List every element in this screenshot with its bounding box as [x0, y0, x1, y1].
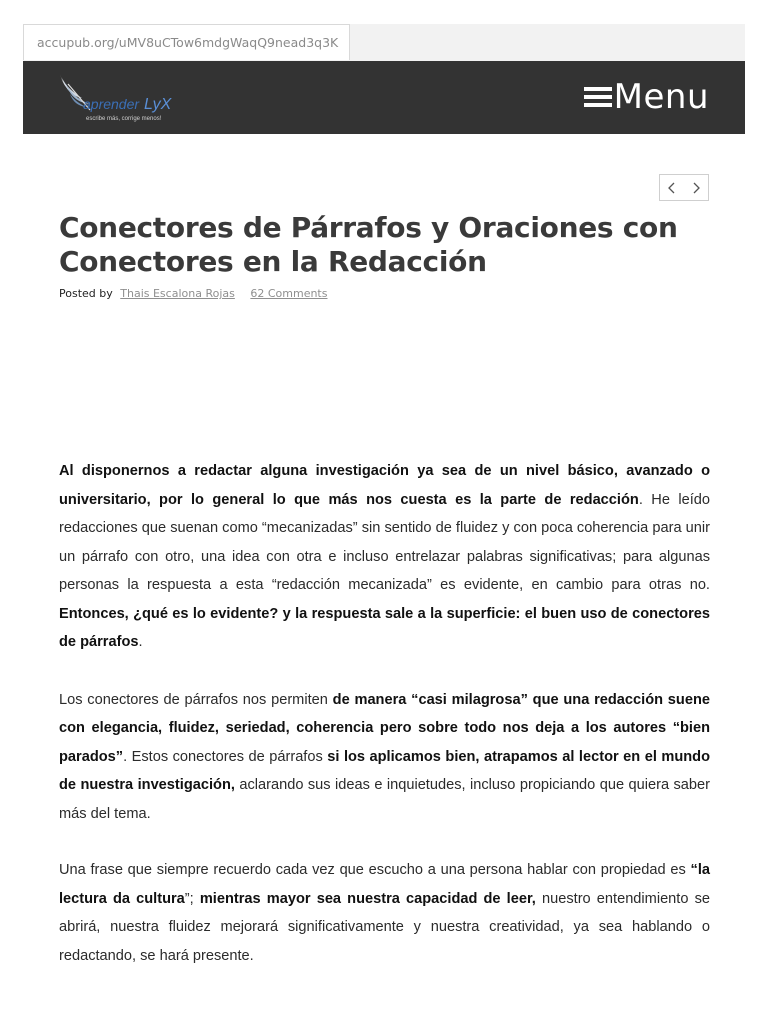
text-run: nuestro entendimiento se abrirá, nuestra fluidez mejorará significativamente y nuestra creatividad, ya sea hablando o redactando, se hará presente. — [59, 890, 711, 964]
posted-by-label: Posted by — [59, 287, 113, 300]
bold-text: Al disponernos a redactar alguna investigación ya sea de un nivel básico, avanzado o universitario, por lo general lo que más nos cuesta es la parte de redacción — [59, 463, 710, 508]
post-navigation — [659, 174, 709, 201]
bold-text: “la lectura da cultura — [59, 862, 710, 907]
chevron-left-icon — [667, 182, 677, 194]
chevron-right-icon — [691, 182, 701, 194]
body-paragraph — [59, 686, 710, 829]
next-post-button[interactable] — [684, 175, 708, 200]
menu-label: Menu — [613, 77, 709, 117]
author-link[interactable]: Thais Escalona Rojas — [120, 287, 235, 300]
text-run: ”; — [184, 890, 200, 907]
svg-text:aprender: aprender — [83, 96, 140, 112]
svg-text:LyX: LyX — [144, 96, 172, 113]
bold-text: mientras mayor sea nuestra capacidad de leer, — [199, 890, 536, 907]
site-logo[interactable] — [56, 72, 196, 124]
text-run: . Estos conectores de párrafos — [123, 748, 328, 765]
menu-button[interactable] — [584, 75, 709, 119]
url-bar — [23, 24, 745, 61]
bold-text: Entonces, ¿qué es lo evidente? y la respuesta sale a la superficie: el buen uso de conectores de párrafos — [59, 605, 710, 650]
text-run: Una frase que siempre recuerdo cada vez que escucho a una persona hablar con propiedad es — [59, 862, 691, 878]
body-paragraph — [59, 856, 710, 970]
text-run: aclarando sus ideas e inquietudes, incluso propiciando que quiera saber más del tema. — [59, 777, 710, 822]
comments-link[interactable]: 62 Comments — [250, 287, 328, 300]
svg-text:escribe más, corrige menos!: escribe más, corrige menos! — [86, 116, 162, 122]
previous-post-button[interactable] — [660, 175, 684, 200]
post-meta — [59, 287, 327, 300]
body-paragraph — [59, 457, 710, 657]
text-run: . He leído redacciones que suenan como “mecanizadas” sin sentido de fluidez y con poca coherencia para unir un párrafo con otro, una idea con otra e incluso entrelazar palabras significativas; para algunas personas la respuesta a esta “redacción mecanizada” es evidente, en cambio para otras no. — [59, 491, 710, 593]
post-content — [59, 457, 710, 999]
bold-text: de manera “casi milagrosa” que una redacción suene con elegancia, fluidez, seriedad, coherencia pero sobre todo nos deja a los autores “bien parados” — [59, 691, 710, 765]
url-field[interactable]: accupub.org/uMV8uCTow6mdgWaqQ9nead3q3K — [23, 24, 350, 60]
aprenderlyx-logo — [56, 72, 196, 124]
bold-text: si los aplicamos bien, atrapamos al lector en el mundo de nuestra investigación, — [59, 748, 710, 793]
hamburger-icon — [584, 86, 612, 108]
post-title: Conectores de Párrafos y Oraciones con Conectores en la Redacción — [59, 211, 678, 278]
text-run: . — [138, 634, 143, 650]
site-header — [23, 61, 745, 134]
text-run: Los conectores de párrafos nos permiten — [59, 691, 333, 708]
